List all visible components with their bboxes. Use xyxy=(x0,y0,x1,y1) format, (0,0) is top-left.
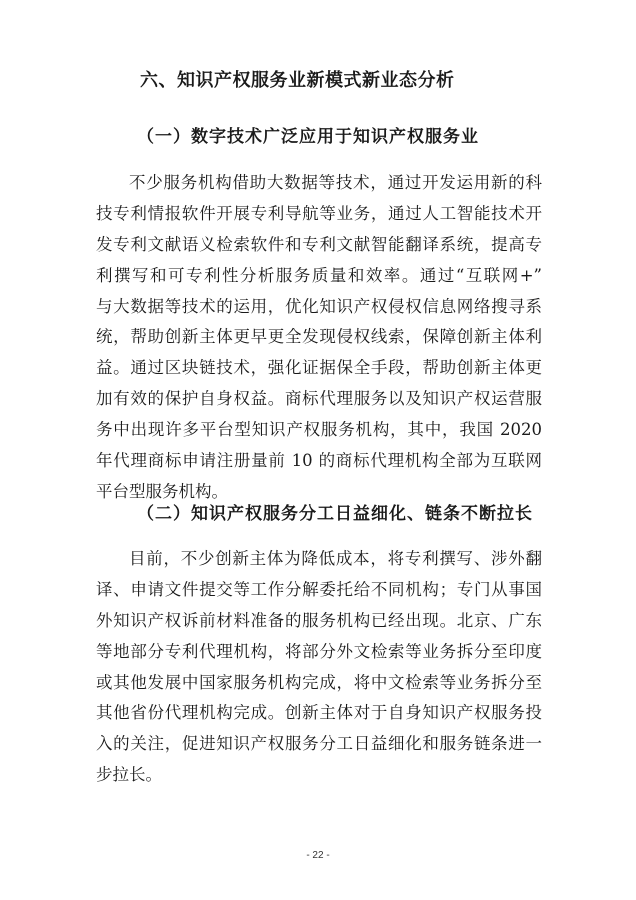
subsection-heading-2: （二）知识产权服务分工日益细化、链条不断拉长 xyxy=(137,504,533,524)
paragraph-line: 入的关注，促进知识产权服务分工日益细化和服务链条进一 xyxy=(96,734,542,754)
paragraph-line: 不少服务机构借助大数据等技术，通过开发运用新的科 xyxy=(129,173,542,192)
paragraph-line: 益。通过区块链技术，强化证据保全手段，帮助创新主体更 xyxy=(96,358,542,378)
paragraph-line: 或其他发展中国家服务机构完成，将中文检索等业务拆分至 xyxy=(96,672,542,692)
paragraph-line: 平台型服务机构。 xyxy=(96,481,228,501)
paragraph-1 xyxy=(96,168,542,508)
paragraph-line: 务中出现许多平台型知识产权服务机构，其中，我国 2020 xyxy=(96,420,542,440)
paragraph-line: 目前，不少创新主体为降低成本，将专利撰写、涉外翻 xyxy=(129,549,542,568)
paragraph-line: 等地部分专利代理机构，将部分外文检索等业务拆分至印度 xyxy=(96,641,542,661)
paragraph-line: 发专利文献语义检索软件和专利文献智能翻译系统，提高专 xyxy=(96,234,542,254)
subsection-heading-1: （一）数字技术广泛应用于知识产权服务业 xyxy=(137,127,479,147)
section-title: 六、知识产权服务业新模式新业态分析 xyxy=(140,70,455,91)
paragraph-2 xyxy=(96,544,542,791)
paragraph-line: 译、申请文件提交等工作分解委托给不同机构；专门从事国 xyxy=(96,579,542,599)
paragraph-line: 技专利情报软件开展专利导航等业务，通过人工智能技术开 xyxy=(96,203,542,223)
paragraph-line: 外知识产权诉前材料准备的服务机构已经出现。北京、广东 xyxy=(96,610,542,630)
paragraph-line: 加有效的保护自身权益。商标代理服务以及知识产权运营服 xyxy=(96,389,542,409)
page-number: - 22 - xyxy=(306,850,330,861)
paragraph-line: 统，帮助创新主体更早更全发现侵权线索，保障创新主体利 xyxy=(96,327,542,347)
paragraph-line: 年代理商标申请注册量前 10 的商标代理机构全部为互联网 xyxy=(96,451,542,471)
paragraph-line: 利撰写和可专利性分析服务质量和效率。通过“互联网+” xyxy=(96,265,542,285)
paragraph-line: 与大数据等技术的运用，优化知识产权侵权信息网络搜寻系 xyxy=(96,296,542,316)
paragraph-line: 其他省份代理机构完成。创新主体对于自身知识产权服务投 xyxy=(96,703,542,723)
paragraph-line: 步拉长。 xyxy=(96,765,162,785)
